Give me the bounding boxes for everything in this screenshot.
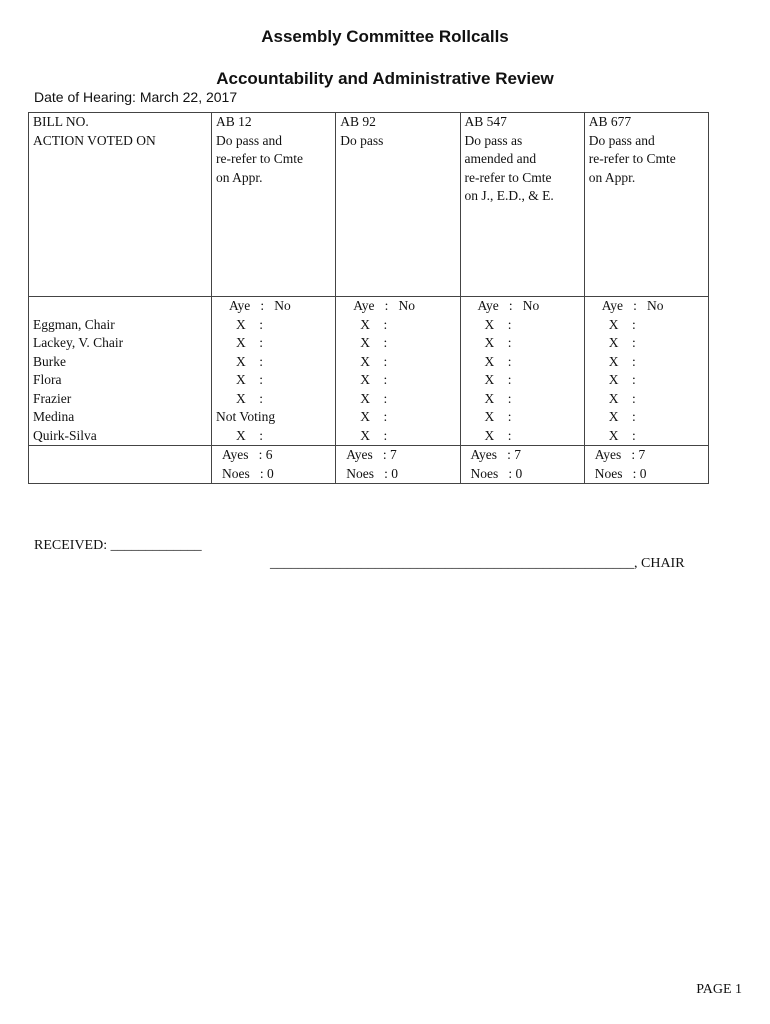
bill-number: AB 547 [464, 114, 507, 129]
bill-cell [460, 113, 584, 297]
vote-mark: X : [484, 427, 512, 443]
vote-mark: X : [484, 353, 512, 369]
vote-mark: X : [608, 353, 636, 369]
noes-total: Noes : 0 [470, 465, 523, 481]
bill-action: Do pass and re-refer to Cmte on Appr. [216, 132, 303, 185]
member-name: Burke [33, 353, 66, 369]
vote-mark: X : [360, 353, 388, 369]
ayes-total: Ayes : 6 [222, 447, 273, 462]
vote-mark: X : [608, 427, 636, 443]
bill-number: AB 92 [340, 114, 376, 129]
vote-column [584, 297, 708, 446]
totals-row [29, 446, 709, 484]
totals-cell [212, 446, 336, 484]
vote-mark: X : [360, 427, 388, 443]
ayes-total: Ayes : 7 [470, 447, 522, 462]
vote-mark: X : [236, 372, 263, 387]
vote-column [460, 297, 584, 446]
vote-mark: X : [360, 409, 388, 424]
vote-mark: X : [236, 353, 263, 369]
member-name: Quirk-Silva [33, 427, 97, 443]
noes-total: Noes : 0 [346, 465, 398, 481]
vote-mark: X : [236, 427, 263, 443]
ayes-total: Ayes : 7 [594, 447, 646, 462]
vote-row [29, 297, 709, 446]
member-names-cell [29, 297, 212, 446]
date-of-hearing: Date of Hearing: March 22, 2017 [34, 89, 238, 105]
noes-total: Noes : 0 [594, 465, 647, 481]
vote-mark: X : [608, 335, 636, 350]
aye-no-header: Aye : No [353, 298, 416, 313]
noes-total: Noes : 0 [222, 465, 274, 481]
aye-no-header: Aye : No [229, 298, 291, 313]
vote-mark: Not Voting [216, 409, 276, 424]
bill-cell [336, 113, 460, 297]
vote-mark: X : [608, 409, 636, 424]
committee-title: Accountability and Administrative Review [216, 69, 554, 88]
vote-mark: X : [608, 390, 636, 406]
bill-number: AB 12 [216, 114, 252, 129]
bill-header-row [29, 113, 709, 297]
rollcalls-title: Assembly Committee Rollcalls [261, 27, 509, 46]
aye-no-header: Aye : No [477, 298, 540, 313]
vote-mark: X : [360, 316, 388, 332]
totals-label-cell [29, 446, 212, 484]
vote-mark: X : [608, 372, 636, 387]
bill-no-label: BILL NO. [33, 114, 89, 129]
vote-mark: X : [360, 390, 388, 406]
totals-cell [336, 446, 460, 484]
chair-signature-line: ____________________________________________________, CHAIR [270, 556, 685, 571]
action-voted-on-label: ACTION VOTED ON [33, 132, 156, 148]
bill-action: Do pass [340, 132, 384, 148]
received-field: RECEIVED: _____________ [34, 538, 202, 553]
vote-mark: X : [484, 409, 512, 424]
vote-mark: X : [236, 316, 263, 332]
vote-column [212, 297, 336, 446]
vote-mark: X : [484, 372, 512, 387]
vote-mark: X : [484, 335, 512, 350]
rollcall-table [28, 112, 709, 484]
ayes-total: Ayes : 7 [346, 447, 397, 462]
bill-action: Do pass as amended and re-refer to Cmte on J., E.D., & E. [464, 132, 554, 203]
totals-cell [460, 446, 584, 484]
vote-mark: X : [236, 390, 263, 406]
vote-mark: X : [608, 316, 636, 332]
bill-action: Do pass and re-refer to Cmte on Appr. [588, 132, 676, 185]
vote-mark: X : [484, 316, 512, 332]
label-cell [29, 113, 212, 297]
page-number: PAGE 1 [696, 982, 742, 997]
vote-mark: X : [360, 372, 388, 387]
vote-mark: X : [360, 335, 388, 350]
member-name: Eggman, Chair [33, 316, 115, 332]
member-name: Lackey, V. Chair [33, 335, 124, 350]
bill-number: AB 677 [588, 114, 632, 129]
member-name: Frazier [33, 390, 72, 406]
bill-cell [212, 113, 336, 297]
vote-mark: X : [236, 335, 263, 350]
bill-cell [584, 113, 708, 297]
member-name: Medina [33, 409, 75, 424]
totals-cell [584, 446, 708, 484]
vote-column [336, 297, 460, 446]
aye-no-header: Aye : No [601, 298, 664, 313]
member-name: Flora [33, 372, 62, 387]
vote-mark: X : [484, 390, 512, 406]
